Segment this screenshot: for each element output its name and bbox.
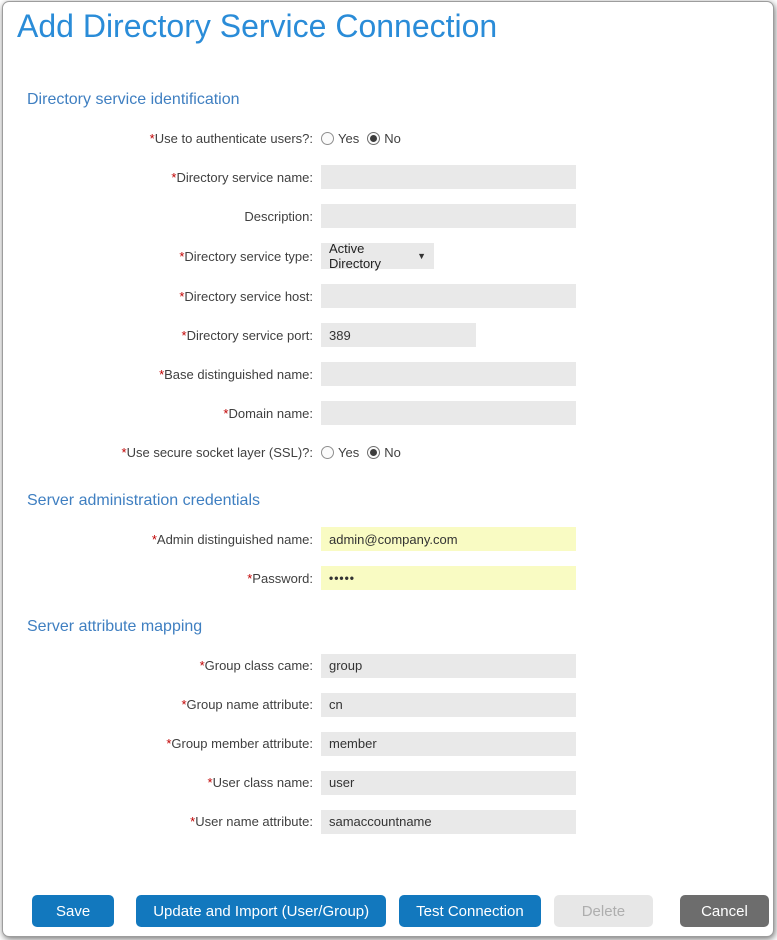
- field-label: *Group class came:: [199, 658, 313, 674]
- required-marker: *: [151, 531, 157, 547]
- form-row-authenticate-users: [3, 126, 773, 150]
- form-row-group-member-attribute: [3, 732, 773, 756]
- ssl-radio-group: [321, 445, 409, 460]
- field-label: *Directory service port:: [181, 327, 313, 343]
- cancel-button[interactable]: Cancel: [680, 895, 769, 927]
- section-directory-service-identification: [3, 90, 773, 464]
- group-class-name-input[interactable]: [321, 654, 576, 678]
- directory-service-host-input[interactable]: [321, 284, 576, 308]
- field-label: *Admin distinguished name:: [151, 531, 313, 547]
- field-label: Description:: [244, 208, 313, 224]
- test-connection-button[interactable]: Test Connection: [399, 895, 541, 927]
- add-directory-service-connection-dialog: [2, 1, 774, 937]
- field-label: *Password:: [247, 570, 313, 586]
- required-marker: *: [121, 444, 127, 460]
- form-row-group-name-attribute: [3, 693, 773, 717]
- user-class-name-input[interactable]: [321, 771, 576, 795]
- directory-service-name-input[interactable]: [321, 165, 576, 189]
- required-marker: *: [181, 697, 187, 713]
- form-row-user-name-attribute: [3, 810, 773, 834]
- group-member-attribute-input[interactable]: [321, 732, 576, 756]
- radio-label-no: No: [384, 130, 401, 146]
- field-label: *Directory service type:: [179, 248, 313, 264]
- update-and-import-button[interactable]: Update and Import (User/Group): [136, 895, 386, 927]
- password-input[interactable]: [321, 566, 576, 590]
- ssl-radio-yes[interactable]: [321, 446, 334, 459]
- required-marker: *: [159, 366, 165, 382]
- field-label: *Use to authenticate users?:: [149, 130, 313, 146]
- required-marker: *: [223, 405, 229, 421]
- required-marker: *: [199, 658, 205, 674]
- required-marker: *: [149, 130, 155, 146]
- section-server-administration-credentials: [3, 491, 773, 590]
- field-label: *Group member attribute:: [166, 736, 313, 752]
- field-label: *Use secure socket layer (SSL)?:: [121, 444, 313, 460]
- radio-label-no: No: [384, 444, 401, 460]
- field-label: *Base distinguished name:: [159, 366, 313, 382]
- footer-button-bar: [32, 895, 759, 927]
- required-marker: *: [179, 248, 185, 264]
- section-heading: Server administration credentials: [27, 492, 260, 510]
- selected-option-label: Active Directory: [329, 241, 382, 272]
- form-row-directory-service-host: [3, 284, 773, 308]
- form-row-group-class: [3, 654, 773, 678]
- required-marker: *: [171, 169, 177, 185]
- section-heading: Directory service identification: [27, 91, 240, 108]
- base-distinguished-name-input[interactable]: [321, 362, 576, 386]
- form-row-admin-distinguished-name: [3, 527, 773, 551]
- form-row-base-distinguished-name: [3, 362, 773, 386]
- field-label: *User name attribute:: [190, 814, 313, 830]
- form-row-user-class-name: [3, 771, 773, 795]
- ssl-radio-no[interactable]: [367, 446, 380, 459]
- admin-distinguished-name-input[interactable]: [321, 527, 576, 551]
- form-row-domain-name: [3, 401, 773, 425]
- section-heading: Server attribute mapping: [27, 618, 203, 636]
- chevron-down-icon: ▼: [417, 251, 426, 262]
- section-server-attribute-mapping: [3, 617, 773, 833]
- radio-label-yes: Yes: [338, 130, 360, 146]
- group-name-attribute-input[interactable]: [321, 693, 576, 717]
- field-label: *Domain name:: [223, 405, 313, 421]
- form-row-description: [3, 204, 773, 228]
- required-marker: *: [247, 570, 253, 586]
- field-label: *Group name attribute:: [181, 697, 313, 713]
- form-row-directory-service-name: [3, 165, 773, 189]
- delete-button[interactable]: Delete: [554, 895, 653, 927]
- field-label: *Directory service host:: [179, 288, 313, 304]
- required-marker: *: [207, 775, 213, 791]
- user-name-attribute-input[interactable]: [321, 810, 576, 834]
- required-marker: *: [179, 288, 185, 304]
- authenticate-users-radio-group: [321, 131, 409, 146]
- required-marker: *: [190, 814, 196, 830]
- form-row-use-ssl: [3, 440, 773, 464]
- required-marker: *: [181, 327, 187, 343]
- form-row-directory-service-port: [3, 323, 773, 347]
- save-button[interactable]: Save: [32, 895, 114, 927]
- authenticate-users-radio-yes[interactable]: [321, 132, 334, 145]
- required-marker: *: [166, 736, 172, 752]
- directory-service-port-input[interactable]: [321, 323, 476, 347]
- page-title: Add Directory Service Connection: [17, 8, 498, 44]
- directory-service-type-select[interactable]: [321, 241, 434, 272]
- form-row-password: [3, 566, 773, 590]
- domain-name-input[interactable]: [321, 401, 576, 425]
- description-input[interactable]: [321, 204, 576, 228]
- form-row-directory-service-type: [3, 241, 773, 272]
- field-label: *User class name:: [207, 775, 313, 791]
- authenticate-users-radio-no[interactable]: [367, 132, 380, 145]
- radio-label-yes: Yes: [338, 444, 360, 460]
- field-label: *Directory service name:: [171, 169, 313, 185]
